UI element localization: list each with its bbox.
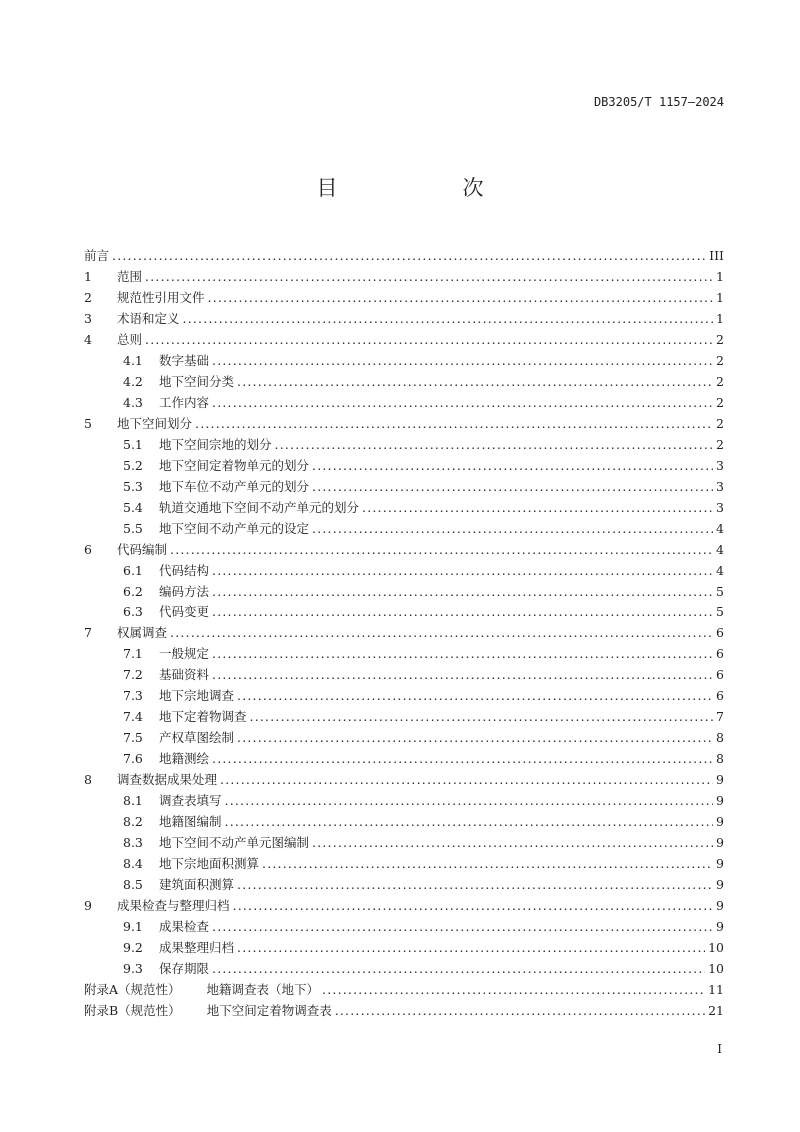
dot-leader [212, 604, 713, 619]
toc-entry[interactable] [84, 435, 724, 456]
toc-entry-title: 地下空间划分 [117, 415, 193, 431]
dot-leader [212, 751, 713, 766]
toc-entry-title: 代码变更 [159, 604, 210, 620]
toc-entry[interactable] [84, 665, 724, 686]
toc-entry-title: 调查数据成果处理 [117, 772, 218, 788]
dot-leader [335, 1003, 705, 1018]
toc-entry-page: 8 [716, 751, 724, 767]
toc-entry[interactable] [84, 309, 724, 330]
dot-leader [237, 688, 713, 703]
toc-entry[interactable] [84, 644, 724, 665]
dot-leader [170, 625, 713, 640]
toc-entry[interactable] [84, 477, 724, 498]
toc-entry-page: 9 [716, 793, 724, 809]
toc-entry[interactable] [84, 456, 724, 477]
dot-leader [312, 479, 713, 494]
toc-entry-title: 成果整理归档 [159, 939, 235, 955]
toc-entry[interactable] [84, 980, 724, 1001]
toc-entry-title: 轨道交通地下空间不动产单元的划分 [159, 499, 360, 515]
toc-entry-title: 保存期限 [159, 960, 210, 976]
toc-entry[interactable] [84, 728, 724, 749]
toc-entry[interactable] [84, 896, 724, 917]
dot-leader [212, 961, 705, 976]
toc-entry-number: 4 [84, 331, 92, 347]
toc-entry-number: 5.1 [123, 436, 143, 452]
toc-entry-page: 2 [716, 352, 724, 368]
toc-entry-page: 6 [716, 625, 724, 641]
dot-leader [212, 563, 713, 578]
toc-entry-title: 地下宗地面积测算 [159, 856, 260, 872]
toc-entry-title: 地下空间宗地的划分 [159, 436, 272, 452]
toc-entry-number: 4.3 [123, 394, 143, 410]
dot-leader [170, 542, 713, 557]
toc-entry[interactable] [84, 707, 724, 728]
toc-entry-title: 一般规定 [159, 646, 210, 662]
toc-entry-title: 规范性引用文件 [117, 289, 205, 305]
toc-entry-number: 7.3 [123, 688, 143, 704]
dot-leader [212, 919, 713, 934]
toc-entry-number: 1 [84, 268, 92, 284]
toc-entry-page: 11 [708, 981, 724, 997]
toc-entry-number: 8.1 [123, 793, 143, 809]
dot-leader [275, 437, 714, 452]
toc-entry-number: 5.4 [123, 499, 143, 515]
toc-entry[interactable] [84, 833, 724, 854]
toc-entry[interactable] [84, 498, 724, 519]
toc-entry-page: 9 [716, 898, 724, 914]
toc-entry-number: 8 [84, 772, 92, 788]
toc-entry[interactable] [84, 917, 724, 938]
toc-entry-number: 5.5 [123, 520, 143, 536]
toc-entry-page: 6 [716, 688, 724, 704]
toc-entry-title: 代码结构 [159, 562, 210, 578]
toc-entry-number: 附录B（规范性） [84, 1002, 181, 1018]
toc-entry-title: 代码编制 [117, 541, 168, 557]
toc-entry[interactable] [84, 246, 724, 267]
toc-entry-page: 1 [716, 289, 724, 305]
toc-entry-page: 2 [716, 415, 724, 431]
toc-entry-page: 4 [716, 541, 724, 557]
toc-entry-title: 调查表填写 [159, 793, 222, 809]
dot-leader [237, 940, 705, 955]
toc-entry-number: 7.5 [123, 730, 143, 746]
toc-entry-page: 3 [716, 478, 724, 494]
toc-entry-number: 6.3 [123, 604, 143, 620]
dot-leader [262, 856, 713, 871]
toc-entry[interactable] [84, 938, 724, 959]
toc-entry[interactable] [84, 561, 724, 582]
toc-entry-title: 地下空间不动产单元的设定 [159, 520, 310, 536]
toc-entry-page: III [709, 248, 724, 263]
dot-leader [237, 374, 713, 389]
toc-entry-number: 6 [84, 541, 92, 557]
toc-entry-page: 1 [716, 268, 724, 284]
dot-leader [212, 646, 713, 661]
dot-leader [233, 898, 714, 913]
toc-entry-page: 9 [716, 772, 724, 788]
dot-leader [312, 835, 713, 850]
toc-entry-number: 5.2 [123, 457, 143, 473]
toc-entry-number: 6.2 [123, 583, 143, 599]
toc-entry-number: 2 [84, 289, 92, 305]
toc-entry-page: 9 [716, 835, 724, 851]
toc-entry-page: 7 [716, 709, 724, 725]
dot-leader [322, 982, 705, 997]
toc-entry[interactable] [84, 519, 724, 540]
dot-leader [183, 311, 714, 326]
dot-leader [145, 332, 713, 347]
toc-entry-page: 8 [716, 730, 724, 746]
toc-entry-page: 5 [716, 583, 724, 599]
toc-entry-title: 地下车位不动产单元的划分 [159, 478, 310, 494]
toc-entry-title: 地下空间不动产单元图编制 [159, 835, 310, 851]
toc-entry-title: 成果检查 [159, 919, 210, 934]
toc-entry-title: 前言 [84, 248, 110, 263]
toc-entry-page: 2 [716, 331, 724, 347]
toc-entry-number: 6.1 [123, 562, 143, 578]
dot-leader [212, 584, 713, 599]
dot-leader [225, 793, 714, 808]
toc-entry-number: 8.5 [123, 877, 143, 893]
toc-entry-title: 地下宗地调查 [159, 688, 235, 704]
toc-entry-title: 基础资料 [159, 667, 210, 683]
dot-leader [237, 877, 713, 892]
toc-entry[interactable] [84, 749, 724, 770]
toc-entry-page: 6 [716, 667, 724, 683]
dot-leader [220, 772, 713, 787]
standard-number: DB3205/T 1157—2024 [593, 95, 724, 109]
toc-entry[interactable] [84, 602, 724, 623]
toc-entry-title: 权属调查 [117, 625, 168, 641]
dot-leader [208, 290, 714, 305]
dot-leader [312, 458, 713, 473]
toc-entry-page: 9 [716, 856, 724, 872]
toc-entry-page: 4 [716, 520, 724, 536]
dot-leader [225, 814, 714, 829]
dot-leader [362, 500, 713, 515]
toc-entry-number: 7.1 [123, 646, 143, 662]
toc-entry-number: 5 [84, 415, 92, 431]
toc-entry-title: 术语和定义 [117, 310, 180, 326]
table-of-contents [84, 246, 724, 1022]
toc-entry-page: 2 [716, 394, 724, 410]
toc-entry-number: 9.2 [123, 939, 143, 955]
toc-entry-page: 9 [716, 919, 724, 934]
toc-entry[interactable] [84, 540, 724, 561]
dot-leader [237, 730, 713, 745]
page-number: I [717, 1042, 722, 1056]
toc-entry[interactable] [84, 770, 724, 791]
toc-entry[interactable] [84, 791, 724, 812]
toc-entry-number: 4.2 [123, 373, 143, 389]
toc-entry[interactable] [84, 582, 724, 603]
toc-entry-title: 范围 [117, 268, 143, 284]
dot-leader [212, 353, 713, 368]
toc-entry[interactable] [84, 351, 724, 372]
toc-entry-number: 8.3 [123, 835, 143, 851]
toc-entry-title: 建筑面积测算 [159, 877, 235, 893]
toc-entry-page: 3 [716, 499, 724, 515]
toc-entry[interactable] [84, 1001, 724, 1022]
dot-leader [112, 248, 706, 263]
toc-entry[interactable] [84, 686, 724, 707]
toc-entry[interactable] [84, 372, 724, 393]
toc-entry-number: 7.2 [123, 667, 143, 683]
toc-entry-page: 2 [716, 436, 724, 452]
toc-entry-page: 9 [716, 877, 724, 893]
toc-entry-number: 3 [84, 310, 92, 326]
toc-entry-title: 地下空间定着物调查表 [206, 1002, 332, 1018]
dot-leader [312, 521, 713, 536]
toc-entry-page: 10 [708, 960, 724, 976]
page-title: 目 次 [316, 176, 536, 200]
toc-entry-title: 产权草图绘制 [159, 730, 235, 746]
toc-entry-title: 成果检查与整理归档 [117, 898, 230, 914]
dot-leader [212, 667, 713, 682]
toc-entry-page: 21 [708, 1002, 724, 1018]
toc-entry-title: 地下空间分类 [159, 373, 235, 389]
dot-leader [212, 395, 713, 410]
toc-entry-number: 8.2 [123, 814, 143, 830]
toc-entry[interactable] [84, 854, 724, 875]
toc-entry-title: 总则 [117, 331, 143, 347]
toc-entry-number: 9.3 [123, 960, 143, 976]
toc-entry[interactable] [84, 875, 724, 896]
toc-entry-number: 7.6 [123, 751, 143, 767]
toc-entry-number: 9 [84, 898, 92, 914]
toc-entry[interactable] [84, 393, 724, 414]
toc-entry[interactable] [84, 288, 724, 309]
toc-entry-number: 5.3 [123, 478, 143, 494]
dot-leader [250, 709, 714, 724]
toc-entry-title: 地籍测绘 [159, 751, 210, 767]
toc-entry-title: 地下定着物调查 [159, 709, 247, 725]
toc-entry-page: 4 [716, 562, 724, 578]
toc-entry-number: 7.4 [123, 709, 143, 725]
toc-entry[interactable] [84, 330, 724, 351]
toc-entry-number: 9.1 [123, 919, 143, 934]
toc-entry-page: 6 [716, 646, 724, 662]
toc-entry-title: 数字基础 [159, 352, 210, 368]
toc-entry-page: 2 [716, 373, 724, 389]
toc-entry-page: 10 [708, 939, 724, 955]
dot-leader [195, 416, 713, 431]
toc-entry-title: 地籍图编制 [159, 814, 222, 830]
toc-entry-number: 8.4 [123, 856, 143, 872]
toc-entry[interactable] [84, 414, 724, 435]
toc-entry-title: 工作内容 [159, 394, 210, 410]
toc-entry-title: 地籍调查表（地下） [206, 981, 320, 997]
toc-entry-page: 1 [716, 310, 724, 326]
toc-entry[interactable] [84, 959, 724, 980]
toc-entry-title: 编码方法 [159, 583, 210, 599]
toc-entry-page: 3 [716, 457, 724, 473]
toc-entry-number: 4.1 [123, 352, 143, 368]
toc-entry-title: 地下空间定着物单元的划分 [159, 457, 310, 473]
toc-entry-number: 7 [84, 625, 92, 641]
toc-entry[interactable] [84, 623, 724, 644]
dot-leader [145, 269, 713, 284]
toc-entry-page: 5 [716, 604, 724, 620]
toc-entry-number: 附录A（规范性） [84, 981, 181, 997]
toc-entry-page: 9 [716, 814, 724, 830]
toc-entry[interactable] [84, 812, 724, 833]
toc-entry[interactable] [84, 267, 724, 288]
